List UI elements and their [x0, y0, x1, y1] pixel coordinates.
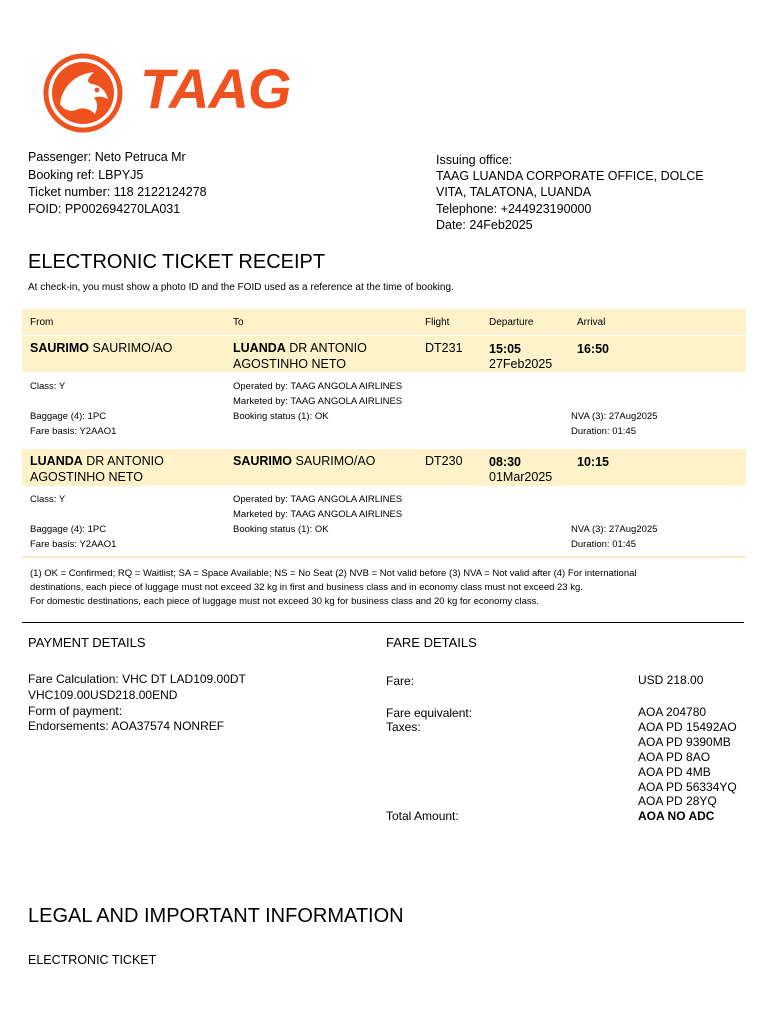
taag-wordmark: TAAG [140, 57, 291, 120]
fare-details-title: FARE DETAILS [386, 635, 477, 650]
baggage-note: (4): [70, 411, 85, 422]
legal-subtitle: ELECTRONIC TICKET [28, 953, 157, 967]
nva-note: (3): [591, 524, 607, 535]
passenger-line [28, 148, 186, 166]
tax-item: AOA PD 8AO [638, 750, 711, 764]
operated-value: TAAG ANGOLA AIRLINES [290, 494, 403, 505]
status-note: (1): [297, 411, 313, 422]
segment-2-class [30, 494, 65, 505]
segment-1-fare-basis [30, 426, 116, 437]
duration-value: 01:45 [612, 426, 636, 437]
segment-1-to-name: DR ANTONIO [289, 341, 367, 355]
booking-ref-label: Booking ref: [28, 168, 95, 182]
date-line [436, 216, 533, 234]
booking-ref-line [28, 166, 143, 184]
segment-1-nva [571, 411, 657, 422]
fare-equivalent-label: Fare equivalent: [386, 706, 473, 720]
segment-2-from-name: DR ANTONIO [86, 454, 164, 468]
fare-calculation-label: Fare Calculation: [28, 672, 119, 686]
fare-basis-label: Fare basis: [30, 539, 77, 550]
marketed-label: Marketed by: [233, 396, 288, 407]
taxes-label: Taxes: [386, 720, 421, 734]
marketed-value: TAAG ANGOLA AIRLINES [290, 509, 403, 520]
nva-label: NVA [571, 524, 590, 535]
status-value: OK [314, 411, 329, 422]
payment-details-title: PAYMENT DETAILS [28, 635, 146, 650]
fare-calculation-value2: VHC109.00USD218.00END [28, 688, 178, 702]
baggage-value: 1PC [87, 524, 107, 535]
segment-1-from-code: SAURIMO [30, 341, 90, 355]
segment-1-operated [233, 381, 402, 392]
issuing-office-line1: TAAG LUANDA CORPORATE OFFICE, DOLCE [436, 169, 704, 183]
header-departure: Departure [489, 317, 534, 328]
receipt-notice: At check-in, you must show a photo ID and the FOID used as a reference at the time of booking. [28, 282, 454, 293]
baggage-label: Baggage [30, 411, 69, 422]
total-amount-value: AOA NO ADC [638, 809, 715, 823]
table-bottom-rule [22, 556, 746, 558]
taag-logo [40, 52, 302, 134]
duration-label: Duration: [571, 539, 610, 550]
segment-2-to-code: SAURIMO [233, 454, 293, 468]
issuing-office-line2: VITA, TALATONA, LUANDA [436, 185, 592, 199]
telephone-value: +244923190000 [500, 202, 592, 216]
fare-equivalent-value: AOA 204780 [638, 705, 707, 719]
operated-label: Operated by: [233, 494, 288, 505]
footnote-line-3: For domestic destinations, each piece of luggage must not exceed 30 kg for business class and 20 kg for economy class. [30, 596, 540, 607]
segment-2-baggage [30, 524, 106, 535]
segment-1-status [233, 411, 329, 422]
segment-1-arr-time: 16:50 [577, 342, 609, 356]
fare-calculation-line [28, 672, 246, 686]
segment-2-nva [571, 524, 657, 535]
segment-2-band [22, 449, 746, 486]
segment-1-from-name: SAURIMO/AO [92, 341, 173, 355]
baggage-value: 1PC [87, 411, 107, 422]
duration-label: Duration: [571, 426, 610, 437]
passenger-value: Neto Petruca Mr [94, 150, 186, 164]
segment-1-marketed [233, 396, 402, 407]
tax-item: AOA PD 56334YQ [638, 780, 737, 794]
issuing-office-label: Issuing office: [436, 153, 513, 167]
header-from: From [30, 317, 54, 328]
nva-label: NVA [571, 411, 590, 422]
fare-label: Fare: [386, 674, 415, 688]
baggage-label: Baggage [30, 524, 69, 535]
tax-item: AOA PD 9390MB [638, 735, 731, 749]
fare-value: USD 218.00 [638, 673, 704, 687]
segment-2-arr-time: 10:15 [577, 455, 609, 469]
segment-2-fare-basis [30, 539, 116, 550]
segment-1-to-code: LUANDA [233, 341, 286, 355]
header-arrival: Arrival [577, 317, 606, 328]
segment-2-dep-time: 08:30 [489, 455, 521, 469]
status-note: (1): [297, 524, 313, 535]
nva-note: (3): [591, 411, 607, 422]
nva-value: 27Aug2025 [608, 411, 658, 422]
foid-value: PP002694270LA031 [64, 202, 181, 216]
endorsements-line [28, 719, 224, 733]
segment-1-dep-time: 15:05 [489, 342, 521, 356]
segment-1-to-name2: AGOSTINHO NETO [233, 357, 346, 371]
footnote-line-1: (1) OK = Confirmed; RQ = Waitlist; SA = Space Available; NS = No Seat (2) NVB = Not valid before (3) NVA = Not valid after (4) For international [30, 568, 637, 579]
segment-1-dep-date: 27Feb2025 [489, 357, 553, 371]
segment-2-dep-date: 01Mar2025 [489, 470, 553, 484]
fare-calculation-value: VHC DT LAD109.00DT [122, 672, 246, 686]
baggage-note: (4): [70, 524, 85, 535]
endorsements-label: Endorsements: [28, 719, 109, 733]
operated-label: Operated by: [233, 381, 288, 392]
segment-2-from-name2: AGOSTINHO NETO [30, 470, 143, 484]
operated-value: TAAG ANGOLA AIRLINES [290, 381, 403, 392]
class-value: Y [58, 494, 66, 505]
status-value: OK [314, 524, 329, 535]
date-label: Date: [436, 218, 466, 232]
segment-2-status [233, 524, 329, 535]
ticket-number-label: Ticket number: [28, 185, 111, 199]
booking-ref-value: LBPYJ5 [98, 168, 144, 182]
marketed-label: Marketed by: [233, 509, 288, 520]
ticket-number-value: 118 2122124278 [113, 185, 207, 199]
total-amount-label: Total Amount: [386, 809, 459, 823]
segment-2-flight: DT230 [425, 454, 463, 468]
fare-basis-label: Fare basis: [30, 426, 77, 437]
segment-2-to-name: SAURIMO/AO [295, 454, 376, 468]
segment-1-band [22, 336, 746, 372]
tax-item: AOA PD 4MB [638, 765, 711, 779]
segment-2-from-code: LUANDA [30, 454, 83, 468]
duration-value: 01:45 [612, 539, 636, 550]
fare-basis-value: Y2AAO1 [79, 426, 117, 437]
marketed-value: TAAG ANGOLA AIRLINES [290, 396, 403, 407]
segment-2-duration [571, 539, 636, 550]
receipt-title: ELECTRONIC TICKET RECEIPT [28, 251, 326, 273]
segment-1-baggage [30, 411, 106, 422]
segment-2-from [30, 454, 164, 468]
legal-title: LEGAL AND IMPORTANT INFORMATION [28, 905, 404, 927]
tax-item: AOA PD 15492AO [638, 720, 737, 734]
status-label: Booking status [233, 411, 296, 422]
segment-1-class [30, 381, 65, 392]
class-label: Class: [30, 494, 57, 505]
foid-label: FOID: [28, 202, 62, 216]
section-divider [22, 622, 744, 623]
segment-2-to [233, 454, 375, 468]
segment-1-to [233, 341, 367, 355]
nva-value: 27Aug2025 [608, 524, 658, 535]
tax-item: AOA PD 28YQ [638, 794, 717, 808]
segment-1-duration [571, 426, 636, 437]
class-label: Class: [30, 381, 57, 392]
telephone-label: Telephone: [436, 202, 498, 216]
class-value: Y [58, 381, 66, 392]
segment-1-flight: DT231 [425, 341, 463, 355]
segment-2-marketed [233, 509, 402, 520]
foid-line [28, 200, 180, 218]
passenger-label: Passenger: [28, 150, 92, 164]
header-to: To [233, 317, 244, 328]
header-flight: Flight [425, 317, 450, 328]
endorsements-value: AOA37574 NONREF [111, 719, 225, 733]
date-value: 24Feb2025 [469, 218, 533, 232]
segment-2-operated [233, 494, 402, 505]
status-label: Booking status [233, 524, 296, 535]
table-header [22, 309, 746, 335]
footnote-line-2: destinations, each piece of luggage must not exceed 32 kg in first and business class and in economy class must not exceed 23 kg. [30, 582, 583, 593]
fare-basis-value: Y2AAO1 [79, 539, 117, 550]
segment-1-from [30, 341, 172, 355]
ticket-number-line [28, 183, 207, 201]
form-of-payment-label: Form of payment: [28, 704, 123, 718]
